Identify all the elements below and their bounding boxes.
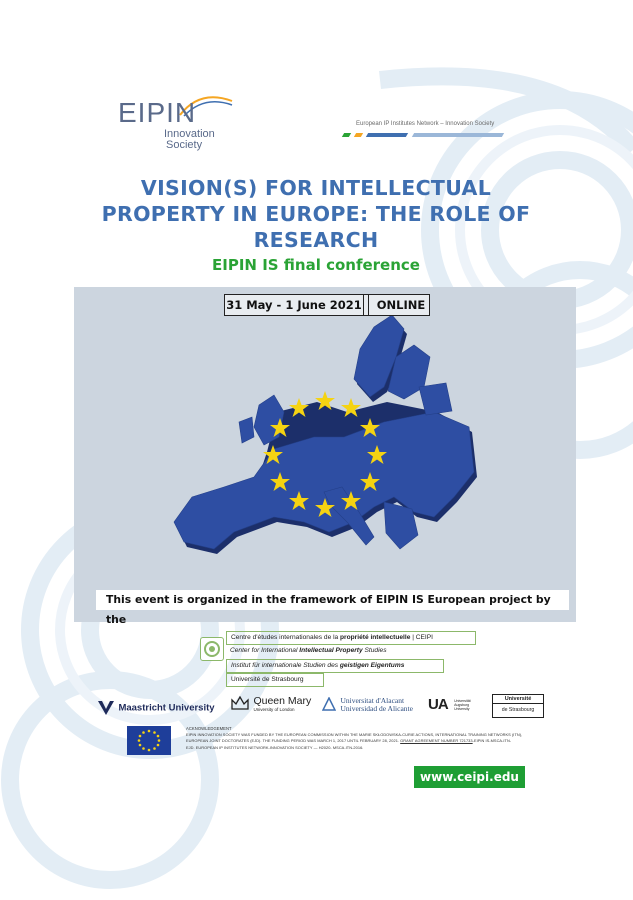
framework-statement: This event is organized in the framework of EIPIN IS European project by the bbox=[96, 590, 569, 610]
ceipi-row3-bold: geistigen Eigentums bbox=[339, 662, 405, 669]
alicante-line1: Universitat d'Alacant bbox=[340, 696, 405, 705]
augsburg-small1: Universität bbox=[454, 699, 471, 703]
qm-name: Queen Mary bbox=[253, 695, 312, 707]
page-title bbox=[96, 175, 536, 253]
logo-wordmark: EIPIN bbox=[118, 97, 197, 128]
ceipi-row-german bbox=[226, 659, 444, 673]
ceipi-row2-post: Studies bbox=[362, 647, 387, 654]
partner-logos bbox=[98, 694, 546, 722]
augsburg-letters: UA bbox=[428, 696, 448, 713]
qm-sub: University of London bbox=[253, 707, 295, 712]
ceipi-row1-pre: Centre d'études internationales de la bbox=[231, 634, 341, 641]
ack-line2 bbox=[186, 738, 541, 744]
ceipi-row-french bbox=[226, 631, 476, 645]
event-date-box bbox=[224, 294, 430, 316]
alicante-icon bbox=[322, 697, 336, 711]
ceipi-row1-post: | CEIPI bbox=[410, 634, 433, 641]
title-line-1: VISION(S) FOR INTELLECTUAL bbox=[140, 176, 492, 200]
ack-line1: EIPIN INNOVATION SOCIETY WAS FUNDED BY THE EUROPEAN COMMISSION WITHIN THE MARIE SKŁODOWSKA-CURIE ACTIONS, INTERNATIONAL TRAINING NETWORKS (ITN), bbox=[186, 732, 523, 738]
ack-grant-number: GRANT AGREEMENT NUMBER 721733 bbox=[400, 738, 473, 744]
maastricht-name: Maastricht University bbox=[118, 702, 215, 714]
maastricht-logo bbox=[98, 699, 215, 717]
ack-heading: ACKNOWLEDGEMENT bbox=[186, 726, 232, 731]
event-dates: 31 May - 1 June 2021 bbox=[226, 298, 362, 312]
ceipi-logo-icon bbox=[200, 637, 224, 661]
augsburg-small2: Augsburg bbox=[454, 703, 470, 707]
ceipi-row2-bold: Intellectual Property bbox=[299, 647, 363, 654]
title-line-3: RESEARCH bbox=[253, 228, 379, 252]
ack-line2-post: -EIPIN IS-MSCA-ITN- bbox=[472, 738, 512, 744]
europe-map-graphic bbox=[74, 287, 576, 622]
strasbourg-logo bbox=[492, 694, 544, 718]
logo-subtitle bbox=[164, 129, 215, 151]
ceipi-row1-bold: propriété intellectuelle bbox=[340, 634, 411, 641]
alicante-line2: Universidad de Alicante bbox=[340, 704, 413, 713]
logo-subtitle-line2: Society bbox=[166, 139, 203, 151]
augsburg-small3: University bbox=[454, 707, 470, 711]
acknowledgement-text bbox=[186, 726, 541, 751]
ceipi-row-english bbox=[226, 645, 387, 657]
title-line-2: PROPERTY IN EUROPE: THE ROLE OF bbox=[101, 202, 531, 226]
eipin-logo bbox=[118, 97, 238, 157]
queen-mary-logo bbox=[231, 696, 311, 714]
strasbourg-line2: de Strasbourg bbox=[501, 707, 535, 713]
event-format: ONLINE bbox=[376, 298, 426, 312]
alicante-logo bbox=[322, 697, 413, 715]
augsburg-logo bbox=[428, 696, 471, 714]
network-tagline: European IP Institutes Network – Innovation Society bbox=[356, 121, 495, 127]
bar-lightblue bbox=[412, 133, 504, 137]
ceipi-row-univ: Université de Strasbourg bbox=[226, 673, 324, 687]
conference-subtitle: EIPIN IS final conference bbox=[212, 256, 420, 274]
website-link[interactable]: www.ceipi.edu bbox=[414, 766, 525, 788]
ack-line2-pre: EUROPEAN JOINT DOCTORATES (EJD). THE FUNDING PERIOD WAS MARCH 1, 2017 UNTIL FEBRUARY 28, 2021. bbox=[186, 738, 401, 744]
maastricht-icon bbox=[98, 701, 114, 715]
date-divider bbox=[363, 295, 369, 315]
ceipi-row3-pre: Institut für internationale Studien des bbox=[231, 662, 340, 669]
eu-flag-icon bbox=[127, 726, 171, 755]
logo-subtitle-line1: Innovation bbox=[164, 128, 215, 140]
queen-mary-crest-icon bbox=[231, 696, 249, 710]
ceipi-row2-pre: Center for International bbox=[230, 647, 300, 654]
strasbourg-line1: Université bbox=[493, 695, 543, 704]
ack-line3: EJD. EUROPEAN IP INSTITUTES NETWORK-INNOVATION SOCIETY — H2020- MSCA-ITN-2016. bbox=[186, 744, 364, 750]
bar-blue bbox=[366, 133, 408, 137]
